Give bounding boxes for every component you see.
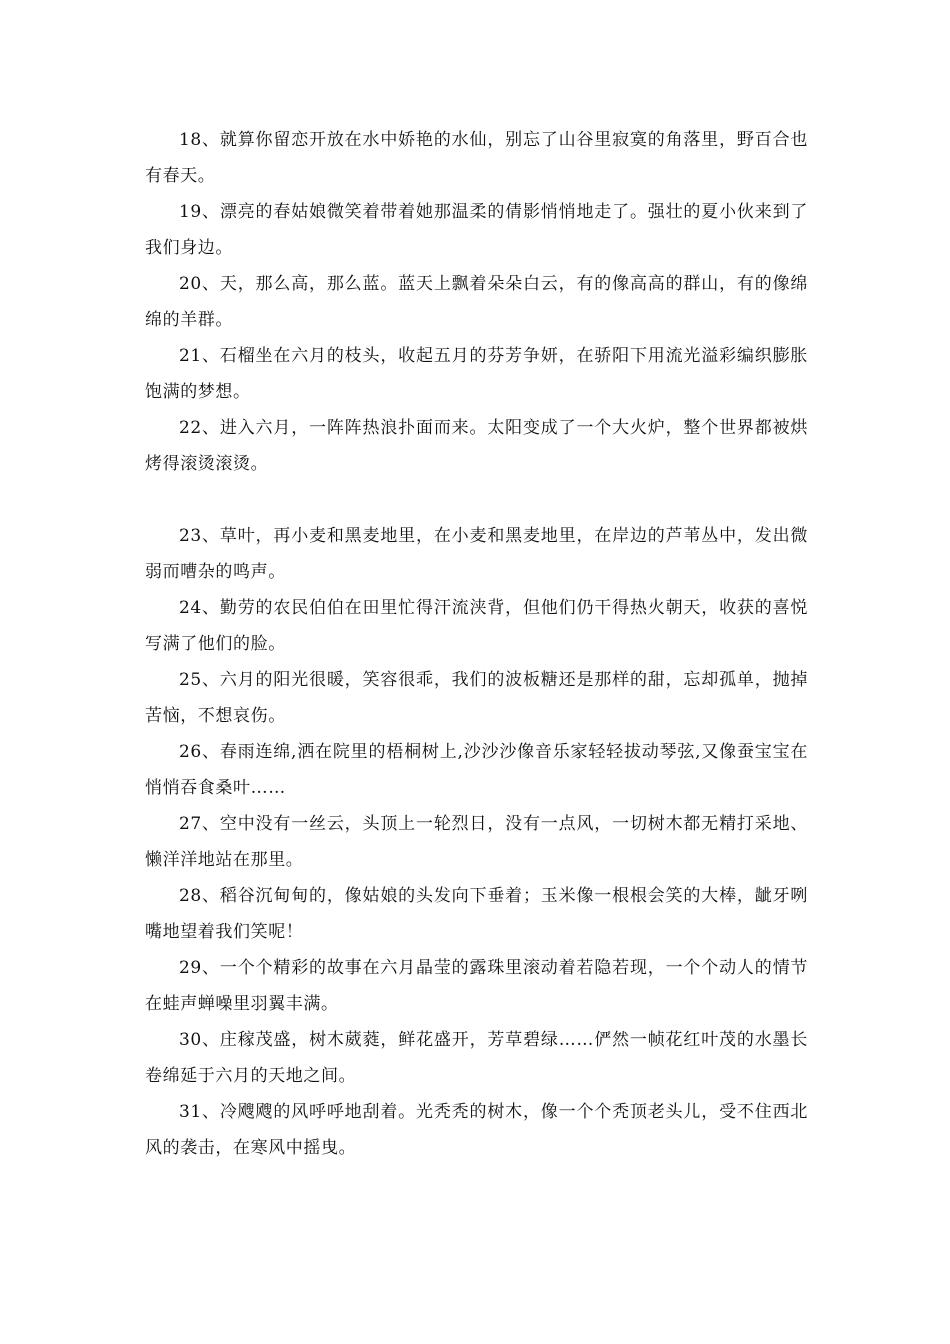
paragraph-19: 19、漂亮的春姑娘微笑着带着她那温柔的倩影悄悄地走了。强壮的夏小伙来到了我们身边。 [145, 202, 808, 258]
paragraph-29: 29、一个个精彩的故事在六月晶莹的露珠里滚动着若隐若现，一个个动人的情节在蛙声蝉噪里羽翼丰满。 [145, 958, 808, 1014]
paragraph-21: 21、石榴坐在六月的枝头，收起五月的芬芳争妍，在骄阳下用流光溢彩编织膨胀饱满的梦想。 [145, 346, 808, 402]
paragraph-23: 23、草叶，再小麦和黑麦地里，在小麦和黑麦地里，在岸边的芦苇丛中，发出微弱而嘈杂的鸣声。 [145, 526, 808, 582]
paragraph-31: 31、冷飕飕的风呼呼地刮着。光秃秃的树木，像一个个秃顶老头儿，受不住西北风的袭击，在寒风中摇曳。 [145, 1102, 808, 1158]
paragraph-group-2 [145, 518, 808, 1166]
paragraph-20: 20、天，那么高，那么蓝。蓝天上飘着朵朵白云，有的像高高的群山，有的像绵绵的羊群。 [145, 274, 808, 330]
paragraph-22: 22、进入六月，一阵阵热浪扑面而来。太阳变成了一个大火炉，整个世界都被烘烤得滚烫滚烫。 [145, 418, 808, 474]
paragraph-24: 24、勤劳的农民伯伯在田里忙得汗流浃背，但他们仍干得热火朝天，收获的喜悦写满了他们的脸。 [145, 598, 808, 654]
blank-line [145, 482, 808, 518]
paragraph-25: 25、六月的阳光很暖，笑容很乖，我们的波板糖还是那样的甜，忘却孤单，抛掉苦恼，不想哀伤。 [145, 670, 808, 726]
document-page [145, 122, 808, 1166]
paragraph-30: 30、庄稼茂盛，树木葳蕤，鲜花盛开，芳草碧绿……俨然一帧花红叶茂的水墨长卷绵延于六月的天地之间。 [145, 1030, 808, 1086]
paragraph-28: 28、稻谷沉甸甸的，像姑娘的头发向下垂着；玉米像一根根会笑的大棒，龇牙咧嘴地望着我们笑呢！ [145, 886, 808, 942]
paragraph-26: 26、春雨连绵,洒在院里的梧桐树上,沙沙沙像音乐家轻轻拔动琴弦,又像蚕宝宝在悄悄吞食桑叶…… [145, 742, 808, 798]
paragraph-27: 27、空中没有一丝云，头顶上一轮烈日，没有一点风，一切树木都无精打采地、懒洋洋地站在那里。 [145, 814, 808, 870]
paragraph-group-1 [145, 122, 808, 482]
paragraph-18: 18、就算你留恋开放在水中娇艳的水仙，别忘了山谷里寂寞的角落里，野百合也有春天。 [145, 130, 808, 186]
